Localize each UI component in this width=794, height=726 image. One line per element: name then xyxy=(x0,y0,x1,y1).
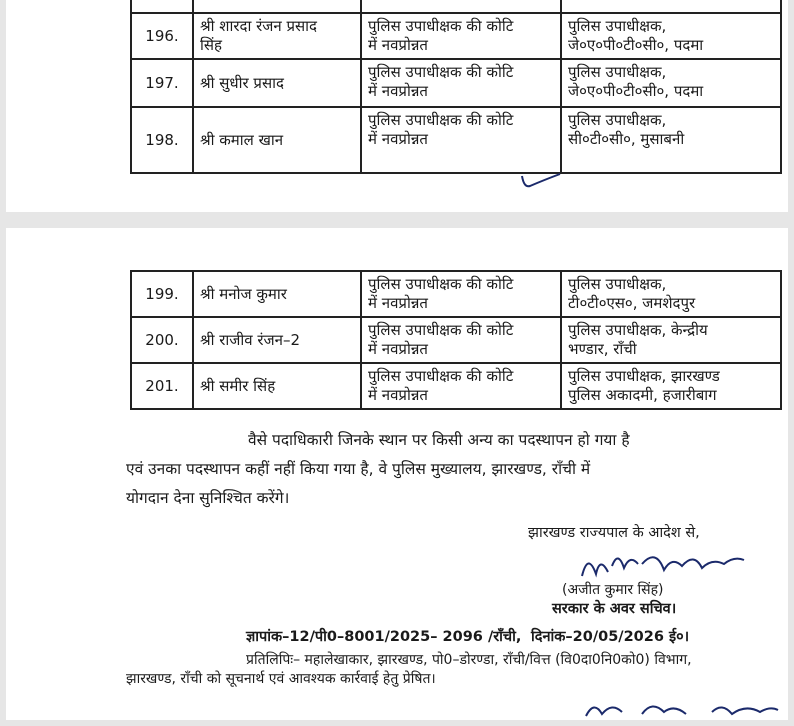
posting-place: पुलिस उपाधीक्षक, जे०ए०पी०टी०सी०, पदमा xyxy=(561,13,781,59)
serial-number: 197. xyxy=(131,59,193,107)
document-page-1 xyxy=(6,0,788,212)
memo-date: दिनांक–20/05/2026 ई०। xyxy=(531,629,690,645)
serial-number: 198. xyxy=(131,107,193,173)
posting-place: पुलिस उपाधीक्षक, केन्द्रीय भण्डार, राँची xyxy=(561,317,781,363)
table-row xyxy=(131,363,781,409)
posting-table-1 xyxy=(130,0,782,174)
officer-name: श्री कमाल खान xyxy=(193,107,361,173)
posting-place: पुलिस उपाधीक्षक, सी०टी०सी०, मुसाबनी xyxy=(561,107,781,173)
table-row xyxy=(131,317,781,363)
copy-to-line2: झारखण्ड, राँची को सूचनार्थ एवं आवश्यक कार्रवाई हेतु प्रेषित। xyxy=(126,671,436,687)
promotion-status: पुलिस उपाधीक्षक की कोटि में नवप्रोन्नत xyxy=(361,107,561,173)
body-paragraph: वैसे पदाधिकारी जिनके स्थान पर किसी अन्य का पदस्थापन हो गया है xyxy=(248,431,630,449)
body-paragraph-line2: एवं उनका पदस्थापन कहीं नहीं किया गया है, वे पुलिस मुख्यालय, झारखण्ड, राँची में xyxy=(126,460,591,478)
document-page-2 xyxy=(6,228,788,720)
promotion-status: पुलिस उपाधीक्षक की कोटि में नवप्रोन्नत xyxy=(361,59,561,107)
memo-number: ज्ञापांक–12/पी0–8001/2025– 2096 /राँची, xyxy=(246,629,522,645)
officer-name: श्री समीर सिंह xyxy=(193,363,361,409)
serial-number: 200. xyxy=(131,317,193,363)
serial-number: 199. xyxy=(131,271,193,317)
promotion-status: पुलिस उपाधीक्षक की कोटि में नवप्रोन्नत xyxy=(361,363,561,409)
officer-name: श्री राजीव रंजन–2 xyxy=(193,317,361,363)
table-row xyxy=(131,271,781,317)
officer-name: श्री शारदा रंजन प्रसाद सिंह xyxy=(193,13,361,59)
posting-table-2 xyxy=(130,270,782,410)
signatory-name: (अजीत कुमार सिंह) xyxy=(562,582,664,598)
tick-mark-icon xyxy=(518,170,564,192)
officer-name: श्री मनोज कुमार xyxy=(193,271,361,317)
serial-number: 201. xyxy=(131,363,193,409)
officer-name: श्री सुधीर प्रसाद xyxy=(193,59,361,107)
table-row xyxy=(131,13,781,59)
signature-scribble-icon xyxy=(582,698,782,720)
posting-place: पुलिस उपाधीक्षक, झारखण्ड पुलिस अकादमी, हजारीबाग xyxy=(561,363,781,409)
signatory-designation: सरकार के अवर सचिव। xyxy=(552,601,677,617)
promotion-status: पुलिस उपाधीक्षक की कोटि में नवप्रोन्नत xyxy=(361,271,561,317)
governor-order-text: झारखण्ड राज्यपाल के आदेश से, xyxy=(528,525,700,541)
body-paragraph-line3: योगदान देना सुनिश्चित करेंगे। xyxy=(126,489,290,507)
table-row xyxy=(131,59,781,107)
posting-place: पुलिस उपाधीक्षक, जे०ए०पी०टी०सी०, पदमा xyxy=(561,59,781,107)
promotion-status: पुलिस उपाधीक्षक की कोटि में नवप्रोन्नत xyxy=(361,317,561,363)
table-row-cut xyxy=(131,0,781,13)
table-row xyxy=(131,107,781,173)
copy-to-line1: प्रतिलिपिः– महालेखाकार, झारखण्ड, पो0–डोरण्डा, राँची/वित्त (वि0दा0नि0को0) विभाग, xyxy=(246,652,692,668)
posting-place: पुलिस उपाधीक्षक, टी०टी०एस०, जमशेदपुर xyxy=(561,271,781,317)
promotion-status: पुलिस उपाधीक्षक की कोटि में नवप्रोन्नत xyxy=(361,13,561,59)
serial-number: 196. xyxy=(131,13,193,59)
